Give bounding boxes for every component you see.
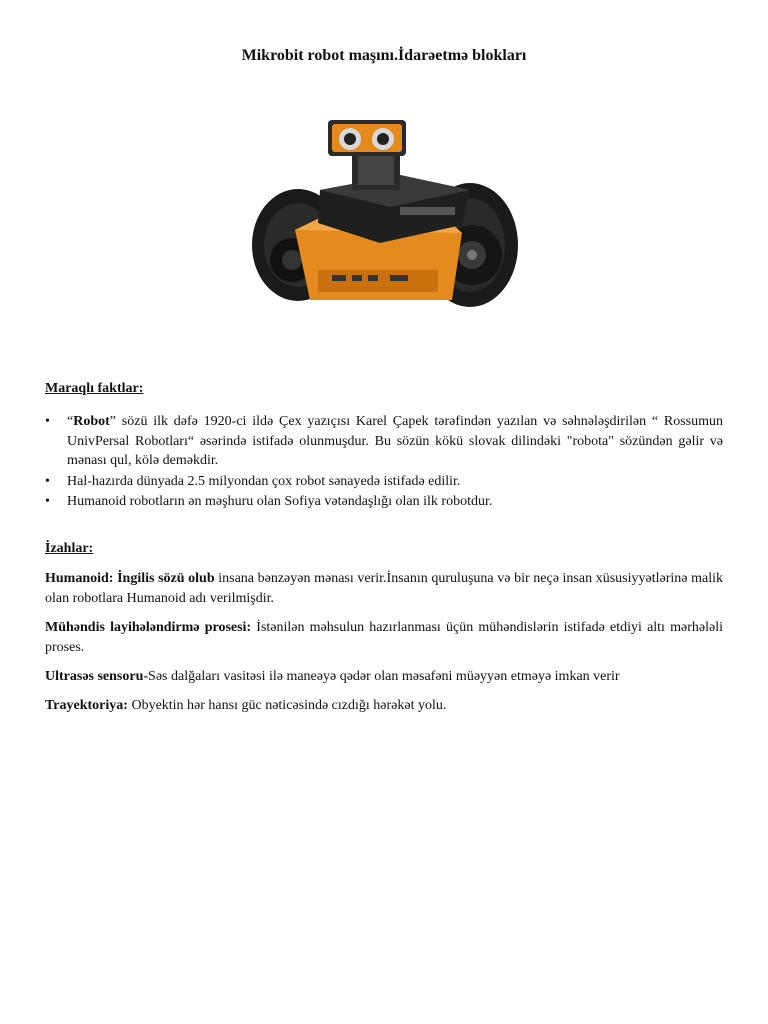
glossary-entry [45, 696, 723, 716]
glossary-definition: Obyektin hər hansı güc nəticəsində cızdığı hərəkət yolu. [127, 698, 447, 713]
facts-heading: Maraqlı faktlar: [45, 381, 144, 396]
list-item [67, 492, 723, 512]
fact-text: ” sözü ilk dəfə 1920-ci ildə Çex yazıçısı Karel Çapek tərəfindən yazılan və səhnələşdirilən “ Rossumun UnivPersal Robotları“ əsərində istifadə olunmuşdur. Bu sözün kökü slovak dilindəki "robota" sözündən gəlir və mənası qul, kölə deməkdir. [67, 414, 723, 468]
fact-text: Hal-hazırda dünyada 2.5 milyondan çox robot sənayedə istifadə edilir. [67, 473, 461, 489]
glossary-term: Ultrasəs sensoru- [45, 669, 149, 684]
glossary-definition: İstənilən məhsulun hazırlanması üçün mühəndislərin istifadə etdiyi altı mərhələli proses. [45, 620, 723, 655]
glossary-term: Humanoid: İngilis sözü olub [45, 571, 215, 586]
list-item [67, 412, 723, 471]
glossary-heading: İzahlar: [45, 541, 94, 556]
list-item [67, 472, 723, 492]
glossary-entry [45, 667, 723, 687]
fact-text: Humanoid robotların ən məşhuru olan Sofiya vətəndaşlığı olan ilk robotdur. [67, 494, 493, 509]
ultrasonic-sensor-icon [328, 120, 406, 156]
robot-term: Robot [73, 414, 110, 429]
glossary-definition: insana bənzəyən mənası verir.İnsanın quruluşuna və bir neçə insan xüsusiyyətlərinə malik olan robotlara Humanoid adı verilmişdir. [45, 571, 723, 606]
glossary-term: Mühəndis layihələndirmə prosesi: [45, 620, 252, 635]
glossary-entry [45, 618, 723, 657]
glossary-definition: Səs dalğaları vasitəsi ilə maneəyə qədər olan məsafəni müəyyən etməyə imkan verir [148, 669, 620, 684]
facts-list [45, 412, 723, 513]
glossary-term: Trayektoriya: [45, 698, 128, 713]
document-title: Mikrobit robot maşını.İdarəetmə blokları [241, 47, 527, 64]
tracked-robot-kit-icon [240, 95, 530, 345]
robot-illustration [240, 95, 530, 345]
glossary-entry [45, 569, 723, 608]
quote-mark: “ [67, 414, 74, 429]
